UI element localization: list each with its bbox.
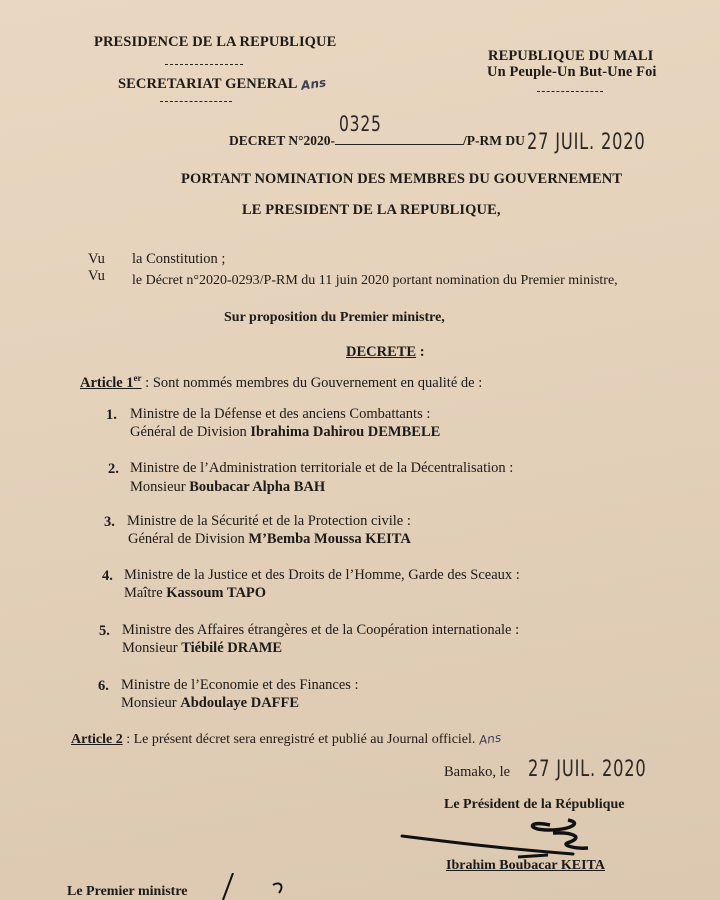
header-presidence: PRESIDENCE DE LA REPUBLIQUE (94, 34, 337, 50)
handwritten-initials: Ans (478, 730, 502, 748)
decree-prefix: DECRET N°2020- (229, 133, 336, 148)
decrete-heading (346, 344, 425, 361)
visa-label: Vu (88, 251, 105, 267)
minister-title: Ministre de la Défense et des anciens Combattants : (130, 406, 431, 422)
visa-text: la Constitution ; (132, 251, 226, 267)
visa-label: Vu (88, 268, 105, 284)
minister-number: 2. (108, 461, 119, 477)
decree-number: 0325 (339, 112, 382, 136)
minister-name: Kassoum TAPO (166, 585, 267, 601)
decrete-colon: : (416, 344, 425, 360)
prime-minister-signature (215, 873, 295, 900)
minister-rank: Maître (124, 585, 163, 601)
minister-number: 3. (104, 514, 115, 530)
minister-rank: Général de Division (128, 531, 245, 547)
header-divider (537, 91, 603, 93)
minister-name: Ibrahima Dahirou DEMBELE (250, 424, 441, 440)
minister-rank: Monsieur (130, 479, 186, 495)
minister-title: Ministre de l’Economie et des Finances : (121, 677, 359, 693)
article-1 (80, 373, 482, 392)
minister-item (108, 460, 119, 478)
decree-issuer: LE PRESIDENT DE LA REPUBLIQUE, (242, 202, 501, 218)
president-title: Le Président de la République (444, 797, 625, 812)
minister-item (102, 567, 113, 585)
header-divider (160, 101, 232, 103)
prime-minister-title: Le Premier ministre (67, 884, 188, 899)
decrete-label: DECRETE (346, 344, 417, 360)
article-2-text: : Le présent décret sera enregistré et publié au Journal officiel. (126, 732, 476, 747)
article-1-label (80, 375, 142, 391)
president-name: Ibrahim Boubacar KEITA (446, 858, 605, 873)
minister-item (98, 677, 109, 695)
handwritten-initials: Ans (299, 75, 327, 93)
header-divider (165, 64, 243, 66)
minister-number: 5. (99, 623, 110, 639)
signature-date-stamp: 27 JUIL. 2020 (528, 757, 647, 782)
minister-appointee (124, 585, 266, 602)
signature-place: Bamako, le (444, 764, 511, 780)
minister-appointee (128, 531, 411, 548)
minister-item (104, 513, 115, 531)
minister-item (99, 622, 110, 640)
minister-appointee (122, 640, 282, 657)
decree-suffix: /P-RM DU (463, 133, 525, 148)
minister-number: 6. (98, 678, 109, 694)
article-1-text: : Sont nommés membres du Gouvernement en qualité de : (145, 374, 483, 391)
minister-name: M’Bemba Moussa KEITA (248, 531, 411, 547)
header-motto: Un Peuple-Un But-Une Foi (487, 64, 657, 80)
minister-title: Ministre des Affaires étrangères et de la Coopération internationale : (122, 622, 520, 638)
decree-subject: PORTANT NOMINATION DES MEMBRES DU GOUVERNEMENT (181, 171, 623, 187)
minister-title: Ministre de la Justice et des Droits de l’Homme, Garde des Sceaux : (124, 567, 520, 583)
minister-number: 1. (106, 407, 117, 423)
proposal-line: Sur proposition du Premier ministre, (224, 310, 445, 325)
minister-rank: Général de Division (130, 424, 247, 440)
minister-title: Ministre de l’Administration territoriale et de la Décentralisation : (130, 460, 514, 476)
minister-rank: Monsieur (121, 695, 177, 711)
minister-item (106, 406, 117, 424)
decree-date-stamp: 27 JUIL. 2020 (527, 130, 646, 155)
minister-name: Boubacar Alpha BAH (189, 479, 326, 495)
minister-title: Ministre de la Sécurité et de la Protection civile : (127, 513, 411, 529)
minister-rank: Monsieur (122, 640, 178, 656)
minister-number: 4. (102, 568, 113, 584)
article-2 (71, 732, 501, 748)
minister-appointee (130, 479, 325, 496)
minister-name: Tiébilé DRAME (181, 640, 283, 656)
decree-number-field (335, 112, 463, 145)
visa-text: le Décret n°2020-0293/P-RM du 11 juin 2020 portant nomination du Premier ministre, (132, 273, 618, 288)
header-republic: REPUBLIQUE DU MALI (488, 48, 654, 64)
minister-name: Abdoulaye DAFFE (180, 695, 300, 711)
article-1-label-text: Article 1 (80, 374, 134, 391)
minister-appointee (121, 695, 299, 712)
minister-appointee (130, 424, 440, 441)
header-secretariat-label: SECRETARIAT GENERAL (118, 76, 297, 92)
header-secretariat (118, 76, 326, 93)
article-2-label: Article 2 (71, 732, 123, 747)
article-1-sup: er (133, 373, 142, 383)
decree-number-line (229, 112, 525, 150)
